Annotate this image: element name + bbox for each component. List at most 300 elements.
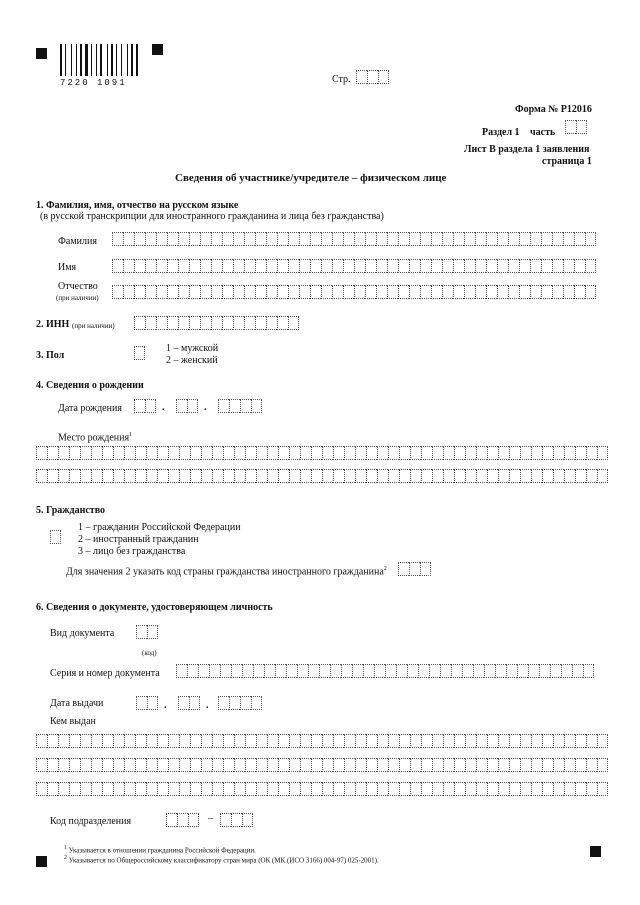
input-cell[interactable]	[387, 259, 398, 273]
input-cell[interactable]	[597, 734, 608, 748]
input-cell[interactable]	[157, 782, 168, 796]
input-cell[interactable]	[47, 782, 58, 796]
input-cell[interactable]	[277, 259, 288, 273]
input-cell[interactable]	[553, 446, 564, 460]
input-cell[interactable]	[432, 782, 443, 796]
input-cell[interactable]	[113, 782, 124, 796]
input-cell[interactable]	[286, 664, 297, 678]
input-cell[interactable]	[69, 758, 80, 772]
input-cell[interactable]	[299, 259, 310, 273]
input-cell[interactable]	[322, 469, 333, 483]
input-cell[interactable]	[509, 469, 520, 483]
input-cell[interactable]	[484, 664, 495, 678]
input-cell[interactable]	[311, 446, 322, 460]
input-cell[interactable]	[476, 758, 487, 772]
input-cell[interactable]	[311, 782, 322, 796]
input-cell[interactable]	[332, 285, 343, 299]
input-cell[interactable]	[541, 259, 552, 273]
subdivision-code-cells-1[interactable]	[166, 813, 199, 827]
input-cell[interactable]	[575, 758, 586, 772]
input-cell[interactable]	[539, 664, 550, 678]
input-cell[interactable]	[476, 446, 487, 460]
input-cell[interactable]	[344, 782, 355, 796]
input-cell[interactable]	[222, 316, 233, 330]
input-cell[interactable]	[311, 469, 322, 483]
input-cell[interactable]	[343, 232, 354, 246]
input-cell[interactable]	[58, 446, 69, 460]
input-cell[interactable]	[366, 758, 377, 772]
input-cell[interactable]	[112, 259, 123, 273]
input-cell[interactable]	[497, 259, 508, 273]
input-cell[interactable]	[344, 446, 355, 460]
input-cell[interactable]	[123, 259, 134, 273]
input-cell[interactable]	[201, 758, 212, 772]
input-cell[interactable]	[553, 469, 564, 483]
input-cell[interactable]	[420, 259, 431, 273]
input-cell[interactable]	[563, 259, 574, 273]
input-cell[interactable]	[454, 782, 465, 796]
input-cell[interactable]	[583, 664, 594, 678]
input-cell[interactable]	[333, 758, 344, 772]
input-cell[interactable]	[167, 232, 178, 246]
input-cell[interactable]	[244, 232, 255, 246]
input-cell[interactable]	[475, 285, 486, 299]
input-cell[interactable]	[145, 285, 156, 299]
input-cell[interactable]	[80, 446, 91, 460]
input-cell[interactable]	[234, 446, 245, 460]
input-cell[interactable]	[475, 259, 486, 273]
input-cell[interactable]	[264, 664, 275, 678]
input-cell[interactable]	[586, 446, 597, 460]
input-cell[interactable]	[487, 758, 498, 772]
part-cells[interactable]	[565, 120, 587, 134]
input-cell[interactable]	[377, 734, 388, 748]
input-cell[interactable]	[443, 469, 454, 483]
input-cell[interactable]	[255, 232, 266, 246]
input-cell[interactable]	[179, 782, 190, 796]
input-cell[interactable]	[244, 285, 255, 299]
input-cell[interactable]	[443, 446, 454, 460]
input-cell[interactable]	[476, 782, 487, 796]
input-cell[interactable]	[145, 259, 156, 273]
input-cell[interactable]	[572, 664, 583, 678]
input-cell[interactable]	[36, 734, 47, 748]
input-cell[interactable]	[50, 530, 61, 544]
input-cell[interactable]	[245, 469, 256, 483]
input-cell[interactable]	[498, 446, 509, 460]
input-cell[interactable]	[487, 469, 498, 483]
input-cell[interactable]	[541, 232, 552, 246]
input-cell[interactable]	[223, 782, 234, 796]
input-cell[interactable]	[432, 734, 443, 748]
input-cell[interactable]	[134, 346, 145, 360]
input-cell[interactable]	[223, 469, 234, 483]
input-cell[interactable]	[465, 469, 476, 483]
name-cells[interactable]	[112, 259, 596, 273]
input-cell[interactable]	[355, 782, 366, 796]
input-cell[interactable]	[565, 120, 576, 134]
input-cell[interactable]	[245, 734, 256, 748]
input-cell[interactable]	[135, 734, 146, 748]
input-cell[interactable]	[519, 232, 530, 246]
input-cell[interactable]	[409, 285, 420, 299]
input-cell[interactable]	[168, 469, 179, 483]
input-cell[interactable]	[356, 70, 367, 84]
input-cell[interactable]	[399, 758, 410, 772]
input-cell[interactable]	[135, 782, 146, 796]
input-cell[interactable]	[189, 696, 200, 710]
input-cell[interactable]	[432, 469, 443, 483]
input-cell[interactable]	[240, 696, 251, 710]
input-cell[interactable]	[333, 782, 344, 796]
input-cell[interactable]	[374, 664, 385, 678]
input-cell[interactable]	[300, 782, 311, 796]
input-cell[interactable]	[300, 734, 311, 748]
birth-year-cells[interactable]	[218, 399, 262, 413]
input-cell[interactable]	[542, 782, 553, 796]
input-cell[interactable]	[319, 664, 330, 678]
doc-type-cells[interactable]	[136, 625, 158, 639]
input-cell[interactable]	[487, 782, 498, 796]
input-cell[interactable]	[409, 562, 420, 576]
input-cell[interactable]	[365, 232, 376, 246]
input-cell[interactable]	[530, 259, 541, 273]
input-cell[interactable]	[528, 664, 539, 678]
input-cell[interactable]	[134, 285, 145, 299]
input-cell[interactable]	[80, 758, 91, 772]
input-cell[interactable]	[410, 446, 421, 460]
input-cell[interactable]	[421, 758, 432, 772]
input-cell[interactable]	[91, 782, 102, 796]
input-cell[interactable]	[541, 285, 552, 299]
input-cell[interactable]	[341, 664, 352, 678]
input-cell[interactable]	[531, 469, 542, 483]
input-cell[interactable]	[300, 758, 311, 772]
input-cell[interactable]	[519, 259, 530, 273]
input-cell[interactable]	[366, 734, 377, 748]
input-cell[interactable]	[531, 758, 542, 772]
input-cell[interactable]	[189, 285, 200, 299]
input-cell[interactable]	[321, 232, 332, 246]
input-cell[interactable]	[212, 446, 223, 460]
input-cell[interactable]	[251, 696, 262, 710]
input-cell[interactable]	[443, 734, 454, 748]
input-cell[interactable]	[36, 446, 47, 460]
input-cell[interactable]	[212, 782, 223, 796]
input-cell[interactable]	[212, 734, 223, 748]
input-cell[interactable]	[267, 782, 278, 796]
input-cell[interactable]	[421, 446, 432, 460]
input-cell[interactable]	[179, 758, 190, 772]
input-cell[interactable]	[409, 232, 420, 246]
input-cell[interactable]	[476, 469, 487, 483]
input-cell[interactable]	[575, 734, 586, 748]
input-cell[interactable]	[487, 734, 498, 748]
input-cell[interactable]	[530, 232, 541, 246]
input-cell[interactable]	[420, 232, 431, 246]
input-cell[interactable]	[102, 446, 113, 460]
input-cell[interactable]	[343, 259, 354, 273]
input-cell[interactable]	[167, 259, 178, 273]
input-cell[interactable]	[574, 285, 585, 299]
input-cell[interactable]	[552, 232, 563, 246]
input-cell[interactable]	[387, 285, 398, 299]
input-cell[interactable]	[201, 469, 212, 483]
input-cell[interactable]	[520, 782, 531, 796]
input-cell[interactable]	[178, 696, 189, 710]
input-cell[interactable]	[146, 446, 157, 460]
input-cell[interactable]	[564, 446, 575, 460]
input-cell[interactable]	[123, 232, 134, 246]
input-cell[interactable]	[253, 664, 264, 678]
page-number-cells[interactable]	[356, 70, 389, 84]
input-cell[interactable]	[399, 469, 410, 483]
input-cell[interactable]	[178, 232, 189, 246]
input-cell[interactable]	[322, 734, 333, 748]
input-cell[interactable]	[288, 285, 299, 299]
input-cell[interactable]	[157, 446, 168, 460]
input-cell[interactable]	[586, 782, 597, 796]
input-cell[interactable]	[575, 469, 586, 483]
input-cell[interactable]	[211, 285, 222, 299]
input-cell[interactable]	[495, 664, 506, 678]
input-cell[interactable]	[201, 446, 212, 460]
input-cell[interactable]	[220, 813, 231, 827]
input-cell[interactable]	[102, 782, 113, 796]
input-cell[interactable]	[113, 446, 124, 460]
surname-cells[interactable]	[112, 232, 596, 246]
input-cell[interactable]	[256, 446, 267, 460]
input-cell[interactable]	[410, 782, 421, 796]
input-cell[interactable]	[146, 469, 157, 483]
input-cell[interactable]	[255, 316, 266, 330]
input-cell[interactable]	[278, 469, 289, 483]
input-cell[interactable]	[233, 259, 244, 273]
input-cell[interactable]	[365, 285, 376, 299]
input-cell[interactable]	[520, 446, 531, 460]
input-cell[interactable]	[200, 285, 211, 299]
input-cell[interactable]	[233, 285, 244, 299]
input-cell[interactable]	[124, 758, 135, 772]
input-cell[interactable]	[344, 734, 355, 748]
issue-day-cells[interactable]	[136, 696, 158, 710]
input-cell[interactable]	[519, 285, 530, 299]
input-cell[interactable]	[47, 446, 58, 460]
input-cell[interactable]	[354, 232, 365, 246]
input-cell[interactable]	[211, 232, 222, 246]
input-cell[interactable]	[266, 259, 277, 273]
input-cell[interactable]	[398, 259, 409, 273]
input-cell[interactable]	[288, 232, 299, 246]
input-cell[interactable]	[297, 664, 308, 678]
input-cell[interactable]	[574, 232, 585, 246]
input-cell[interactable]	[399, 782, 410, 796]
input-cell[interactable]	[229, 696, 240, 710]
input-cell[interactable]	[80, 782, 91, 796]
input-cell[interactable]	[376, 232, 387, 246]
input-cell[interactable]	[218, 399, 229, 413]
input-cell[interactable]	[135, 469, 146, 483]
input-cell[interactable]	[190, 734, 201, 748]
input-cell[interactable]	[366, 782, 377, 796]
issued-by-row-3[interactable]	[36, 782, 608, 796]
input-cell[interactable]	[223, 446, 234, 460]
input-cell[interactable]	[509, 782, 520, 796]
input-cell[interactable]	[418, 664, 429, 678]
input-cell[interactable]	[553, 734, 564, 748]
input-cell[interactable]	[58, 469, 69, 483]
input-cell[interactable]	[136, 625, 147, 639]
input-cell[interactable]	[222, 285, 233, 299]
input-cell[interactable]	[454, 758, 465, 772]
input-cell[interactable]	[352, 664, 363, 678]
input-cell[interactable]	[333, 446, 344, 460]
input-cell[interactable]	[80, 469, 91, 483]
input-cell[interactable]	[145, 316, 156, 330]
input-cell[interactable]	[157, 758, 168, 772]
input-cell[interactable]	[134, 316, 145, 330]
input-cell[interactable]	[597, 758, 608, 772]
input-cell[interactable]	[123, 285, 134, 299]
input-cell[interactable]	[189, 316, 200, 330]
input-cell[interactable]	[498, 469, 509, 483]
series-number-cells[interactable]	[176, 664, 594, 678]
input-cell[interactable]	[409, 259, 420, 273]
input-cell[interactable]	[222, 232, 233, 246]
input-cell[interactable]	[177, 813, 188, 827]
input-cell[interactable]	[218, 696, 229, 710]
input-cell[interactable]	[332, 259, 343, 273]
input-cell[interactable]	[189, 232, 200, 246]
input-cell[interactable]	[200, 259, 211, 273]
input-cell[interactable]	[201, 734, 212, 748]
input-cell[interactable]	[367, 70, 378, 84]
input-cell[interactable]	[124, 469, 135, 483]
input-cell[interactable]	[168, 734, 179, 748]
input-cell[interactable]	[223, 758, 234, 772]
input-cell[interactable]	[147, 696, 158, 710]
input-cell[interactable]	[157, 734, 168, 748]
input-cell[interactable]	[597, 782, 608, 796]
input-cell[interactable]	[124, 446, 135, 460]
input-cell[interactable]	[134, 232, 145, 246]
issue-year-cells[interactable]	[218, 696, 262, 710]
input-cell[interactable]	[102, 734, 113, 748]
input-cell[interactable]	[561, 664, 572, 678]
input-cell[interactable]	[255, 285, 266, 299]
input-cell[interactable]	[387, 232, 398, 246]
country-code-cells[interactable]	[398, 562, 431, 576]
input-cell[interactable]	[278, 734, 289, 748]
input-cell[interactable]	[542, 758, 553, 772]
input-cell[interactable]	[212, 758, 223, 772]
input-cell[interactable]	[187, 664, 198, 678]
input-cell[interactable]	[36, 469, 47, 483]
input-cell[interactable]	[168, 758, 179, 772]
input-cell[interactable]	[91, 469, 102, 483]
input-cell[interactable]	[267, 469, 278, 483]
input-cell[interactable]	[275, 664, 286, 678]
input-cell[interactable]	[240, 399, 251, 413]
input-cell[interactable]	[69, 446, 80, 460]
input-cell[interactable]	[156, 316, 167, 330]
birth-month-cells[interactable]	[176, 399, 198, 413]
input-cell[interactable]	[333, 734, 344, 748]
input-cell[interactable]	[209, 664, 220, 678]
input-cell[interactable]	[80, 734, 91, 748]
input-cell[interactable]	[47, 758, 58, 772]
input-cell[interactable]	[520, 734, 531, 748]
input-cell[interactable]	[289, 782, 300, 796]
input-cell[interactable]	[124, 782, 135, 796]
input-cell[interactable]	[189, 259, 200, 273]
input-cell[interactable]	[377, 469, 388, 483]
input-cell[interactable]	[421, 469, 432, 483]
input-cell[interactable]	[542, 469, 553, 483]
input-cell[interactable]	[475, 232, 486, 246]
input-cell[interactable]	[256, 734, 267, 748]
input-cell[interactable]	[146, 734, 157, 748]
input-cell[interactable]	[421, 782, 432, 796]
input-cell[interactable]	[333, 469, 344, 483]
input-cell[interactable]	[147, 625, 158, 639]
input-cell[interactable]	[498, 734, 509, 748]
input-cell[interactable]	[366, 446, 377, 460]
input-cell[interactable]	[585, 285, 596, 299]
input-cell[interactable]	[465, 734, 476, 748]
input-cell[interactable]	[398, 232, 409, 246]
input-cell[interactable]	[462, 664, 473, 678]
input-cell[interactable]	[354, 285, 365, 299]
input-cell[interactable]	[277, 316, 288, 330]
input-cell[interactable]	[399, 734, 410, 748]
input-cell[interactable]	[289, 734, 300, 748]
input-cell[interactable]	[300, 446, 311, 460]
input-cell[interactable]	[377, 782, 388, 796]
input-cell[interactable]	[190, 782, 201, 796]
input-cell[interactable]	[179, 446, 190, 460]
input-cell[interactable]	[453, 285, 464, 299]
input-cell[interactable]	[179, 734, 190, 748]
input-cell[interactable]	[190, 758, 201, 772]
input-cell[interactable]	[552, 285, 563, 299]
input-cell[interactable]	[91, 758, 102, 772]
input-cell[interactable]	[388, 446, 399, 460]
input-cell[interactable]	[465, 446, 476, 460]
input-cell[interactable]	[211, 316, 222, 330]
input-cell[interactable]	[552, 259, 563, 273]
input-cell[interactable]	[443, 782, 454, 796]
input-cell[interactable]	[421, 734, 432, 748]
input-cell[interactable]	[36, 782, 47, 796]
input-cell[interactable]	[244, 316, 255, 330]
input-cell[interactable]	[586, 734, 597, 748]
input-cell[interactable]	[135, 758, 146, 772]
input-cell[interactable]	[454, 469, 465, 483]
input-cell[interactable]	[378, 70, 389, 84]
input-cell[interactable]	[508, 232, 519, 246]
input-cell[interactable]	[91, 734, 102, 748]
input-cell[interactable]	[377, 446, 388, 460]
input-cell[interactable]	[550, 664, 561, 678]
input-cell[interactable]	[112, 285, 123, 299]
input-cell[interactable]	[311, 758, 322, 772]
input-cell[interactable]	[553, 782, 564, 796]
input-cell[interactable]	[145, 232, 156, 246]
input-cell[interactable]	[388, 758, 399, 772]
input-cell[interactable]	[398, 285, 409, 299]
input-cell[interactable]	[233, 316, 244, 330]
